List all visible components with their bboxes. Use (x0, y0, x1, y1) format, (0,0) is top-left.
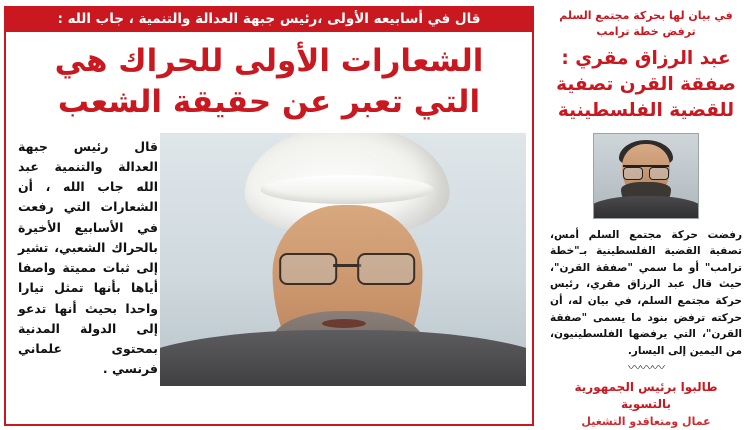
lens-left (279, 253, 337, 285)
body-shape (593, 196, 699, 218)
glasses-icon (277, 253, 417, 283)
article-lead-text: قال رئيس جبهة العدالة والتنمية عبد الله جاب الله ، أن الشعارات التي رفعت في الأسابيع الأخيرة بالحراك الشعبي، تشير إلى ثبات مميتة واصفا أياها بأنها تمثل تيارا واحدا بحيث أنها تدعو إلى الدولة المدنية بمحتوى علماني فرنسي . (18, 138, 158, 377)
left-portrait-image (593, 133, 699, 219)
left-title-line-3: للقضية الفلسطينية (557, 100, 735, 122)
article-headline (6, 32, 532, 131)
main-article-frame (4, 6, 534, 426)
glasses-icon (623, 165, 669, 178)
left-sidebar-column (540, 0, 750, 430)
decorative-squiggle: 〰〰〰 (627, 361, 664, 377)
article-content-row (6, 131, 532, 386)
lens-right (357, 253, 415, 285)
article-kicker: قال في أسابيعه الأولى ،رئيس جبهة العدالة والتنمية ، جاب الله : (6, 8, 532, 32)
portrait-image (160, 133, 526, 386)
headline-line-2: التي تعبر عن حقيقة الشعب (57, 83, 481, 120)
shoulders-shape (160, 330, 526, 386)
left-top-note: في بيان لها بحركة مجتمع السلم ترفض خطة ترامب (559, 9, 733, 38)
left-body-text: رفضت حركة مجتمع السلم أمس، تصفية القضية الفلسطينية بـ"خطة ترامب" أو ما سمي "صفقة القرن"، حيث قال عبد الرزاق مقري، رئيس حركة مجتمع السلم، في بيان له، أن حركته ترفض بنود ما يسمى "صفقة القرن"، التي يرفضها الفلسطينيون، من اليمين إلى اليسار. (550, 228, 742, 357)
left-sub-heading-2: عمال ومتعاقدو التشغيل (581, 414, 711, 428)
left-title-line-1: عبد الرزاق مقري : (561, 47, 731, 69)
left-title-line-2: صفقة القرن تصفية (556, 74, 736, 96)
left-sub-heading: طالبوا برئيس الجمهورية بالتسوية (574, 380, 718, 412)
article-photo (160, 133, 526, 386)
left-title (546, 40, 746, 131)
mouth-shape (322, 319, 366, 328)
headline-line-1: الشعارات الأولى للحراك هي (54, 42, 484, 79)
